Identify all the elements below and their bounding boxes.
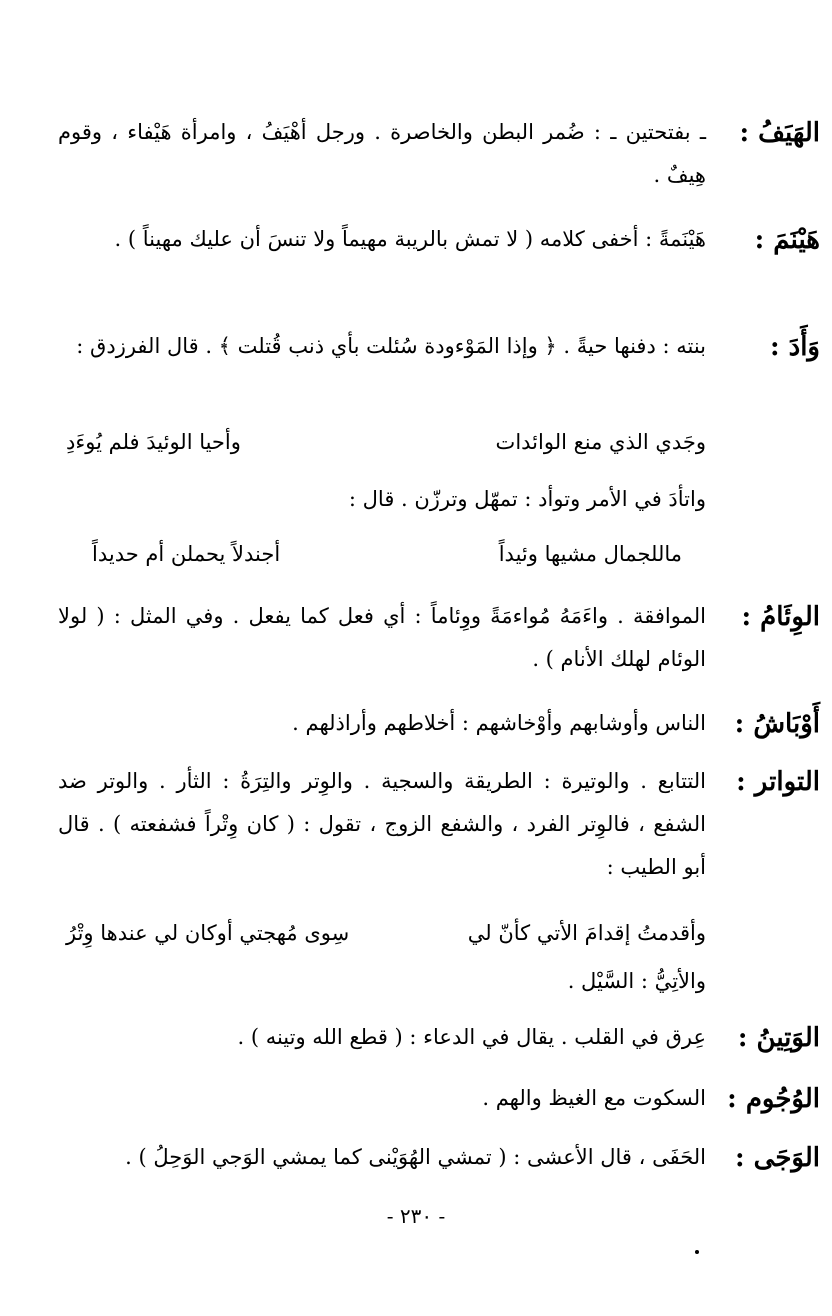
entry-definition: عِرق في القلب . يقال في الدعاء : ( قطع الله وتينه ) . xyxy=(237,1025,706,1049)
entry-definition: التتابع . والوتيرة : الطريقة والسجية . والوِتر والتِرَةُ : الثأر . والوتر ضد الشفع ، فالوِتر الفرد ، والشفع الزوج ، تقول : ( كان وِتْراً فشفعته ) . قال أبو الطيب : xyxy=(58,769,706,879)
entry-definition: الناس وأوشابهم وأوْخاشهم : أخلاطهم وأراذلهم . xyxy=(292,711,706,735)
entry-definition: الموافقة . واءَمَهُ مُواءمَةً ووِئاماً : أي فعل كما يفعل . وفي المثل : ( لولا الوئام لهلك الأنام ) . xyxy=(58,604,706,671)
verse-second-hemistich: وأحيا الوئيدَ فلم يُوءَدِ xyxy=(66,430,241,454)
entry-term: هَيْنَمَ : xyxy=(754,225,820,255)
entry-term: الوَجَى : xyxy=(735,1143,820,1173)
entry-definition: السكوت مع الغيظ والهم . xyxy=(482,1086,706,1110)
entry-term: الوَتِينُ : xyxy=(737,1023,820,1053)
verse-first-hemistich: ماللجمال مشيها وئيداً xyxy=(498,542,682,566)
verse-first-hemistich: وجَدي الذي منع الوائدات xyxy=(495,430,706,454)
entry-term: وَأَدَ : xyxy=(769,332,820,362)
verse-jimal xyxy=(92,534,682,574)
itta-line: واتأدَ في الأمر وتوأد : تمهّل وترزّن . قال : xyxy=(348,487,706,511)
verse-farazdaq xyxy=(66,422,706,462)
ati-line: والأتِيُّ : السَّيْل . xyxy=(567,969,706,993)
entry-term: أَوْبَاشُ : xyxy=(734,709,820,739)
stray-dot xyxy=(695,1250,699,1254)
verse-second-hemistich: سِوى مُهجتي أوكان لي عندها وِتْرُ xyxy=(66,921,350,945)
page-number: - ٢٣٠ - xyxy=(386,1204,446,1228)
entry-term: الهَيَفُ : xyxy=(739,118,820,148)
entry-definition: هَيْنَمةً : أخفى كلامه ( لا تمش بالريبة مهيماً ولا تنسَ أن عليك مهيناً ) . xyxy=(114,227,706,251)
entry-definition: ـ بفتحتين ـ : ضُمر البطن والخاصرة . ورجل أهْيَفُ ، وامرأة هَيْفاء ، وقوم هِيفٌ . xyxy=(58,120,706,187)
entry-term: التواتر : xyxy=(736,767,820,797)
verse-second-hemistich: أجندلاً يحملن أم حديداً xyxy=(92,542,281,566)
verse-abu-tayyib xyxy=(66,913,706,953)
entry-term: الوِئَامُ : xyxy=(741,602,820,632)
entry-definition: بنته : دفنها حيةً . ﴿ وإذا المَوْءودة سُئلت بأي ذنب قُتلت ﴾ . قال الفرزدق : xyxy=(76,334,706,358)
entry-term: الوُجُوم : xyxy=(727,1084,820,1114)
verse-first-hemistich: وأقدمتُ إقدامَ الأتي كأنّ لي xyxy=(467,921,706,945)
entry-definition: الحَفَى ، قال الأعشى : ( تمشي الهُوَيْنى كما يمشي الوَجي الوَحِلُ ) . xyxy=(125,1145,706,1169)
